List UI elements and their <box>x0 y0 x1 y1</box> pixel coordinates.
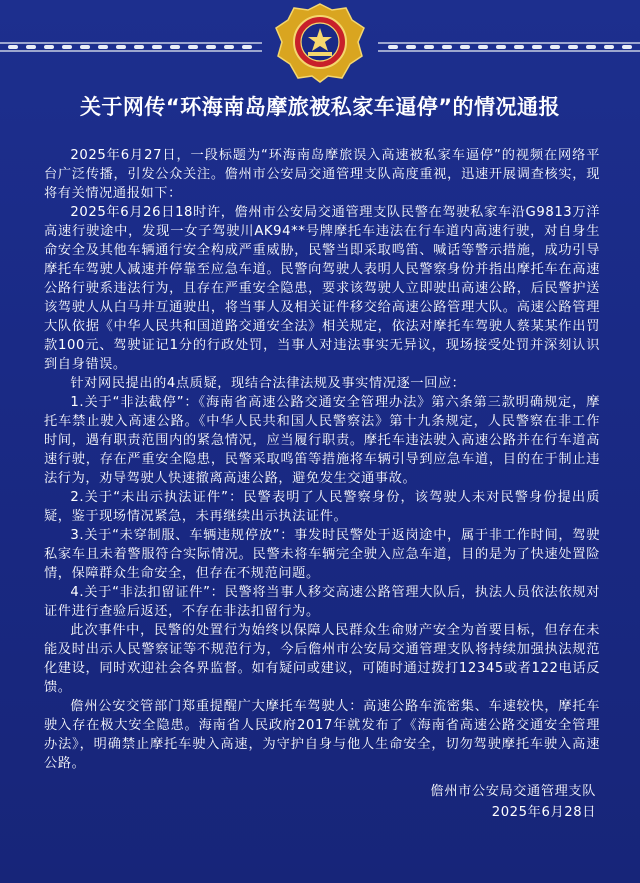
signature-block <box>431 781 596 823</box>
signature-org: 儋州市公安局交通管理支队 <box>430 784 596 799</box>
notice-body <box>44 146 600 773</box>
paragraph-summary: 此次事件中，民警的处置行为始终以保障人民群众生命财产安全为首要目标，但存在未能及时出示人民警察证等不规范行为，今后儋州市公安局交通管理支队将持续加强执法规范化建设，同时欢迎社会各界监督。如有疑问或建议，可随时通过拨打12345或者122电话反馈。 <box>44 623 600 695</box>
paragraph-reminder: 儋州公安交管部门郑重提醒广大摩托车驾驶人：高速公路车流密集、车速较快，摩托车驶入存在极大安全隐患。海南省人民政府2017年就发布了《海南省高速公路交通安全管理办法》，明确禁止摩托车驶入高速，为守护自身与他人生命安全，切勿驾驶摩托车驶入高速公路。 <box>44 699 600 771</box>
paragraph-intro: 2025年6月27日，一段标题为“环海南岛摩旅误入高速被私家车逼停”的视频在网络平台广泛传播，引发公众关注。儋州市公安局交通管理支队高度重视，迅速开展调查核实，现将有关情况通报如下： <box>44 148 600 201</box>
paragraph-point-1: 1.关于“非法截停”：《海南省高速公路交通安全管理办法》第六条第三款明确规定，摩托车禁止驶入高速公路。《中华人民共和国人民警察法》第十九条规定，人民警察在非工作时间，遇有职责范围内的紧急情况，应当履行职责。摩托车违法驶入高速公路并在行车道高速行驶，存在严重安全隐患，民警采取鸣笛等措施将车辆引导到应急车道，目的在于制止违法行为，劝导驾驶人快速撤离高速公路，避免发生交通事故。 <box>44 395 600 486</box>
right-wing-decoration <box>378 40 640 54</box>
paragraph-point-3: 3.关于“未穿制服、车辆违规停放”：事发时民警处于返岗途中，属于非工作时间，驾驶私家车且未着警服符合实际情况。民警未将车辆完全驶入应急车道，目的是为了快速处置险情，保障群众生命安全，但存在不规范问题。 <box>44 528 600 581</box>
police-emblem-icon <box>272 2 368 84</box>
paragraph-point-4: 4.关于“非法扣留证件”：民警将当事人移交高速公路管理大队后，执法人员依法依规对证件进行查验后返还，不存在非法扣留行为。 <box>44 585 600 619</box>
left-wing-decoration <box>0 40 262 54</box>
paragraph-response-intro: 针对网民提出的4点质疑，现结合法律法规及事实情况逐一回应： <box>70 376 466 391</box>
signature-date: 2025年6月28日 <box>491 805 596 820</box>
header-band <box>0 0 640 88</box>
notice-title: 关于网传“环海南岛摩旅被私家车逼停”的情况通报 <box>79 95 561 119</box>
paragraph-incident: 2025年6月26日18时许，儋州市公安局交通管理支队民警在驾驶私家车沿G9813万洋高速行驶途中，发现一女子驾驶川AK94**号牌摩托车违法在行车道内高速行驶，对自身生命安全及其他车辆通行安全构成严重威胁，民警当即采取鸣笛、喊话等警示措施，成功引导摩托车驾驶人减速并停靠至应急车道。民警向驾驶人表明人民警察身份并指出摩托车在高速公路行驶系违法行为，且存在严重安全隐患，要求该驾驶人立即驶出高速公路，后民警护送该驾驶人从白马井互通驶出，将当事人及相关证件移交给高速公路管理大队。高速公路管理大队依据《中华人民共和国道路交通安全法》相关规定，依法对摩托车驾驶人蔡某某作出罚款100元、驾驶证记1分的行政处罚，当事人对违法事实无异议，现场接受处罚并深刻认识到自身错误。 <box>44 205 600 372</box>
paragraph-point-2: 2.关于“未出示执法证件”：民警表明了人民警察身份，该驾驶人未对民警身份提出质疑，鉴于现场情况紧急，未再继续出示执法证件。 <box>44 490 600 524</box>
